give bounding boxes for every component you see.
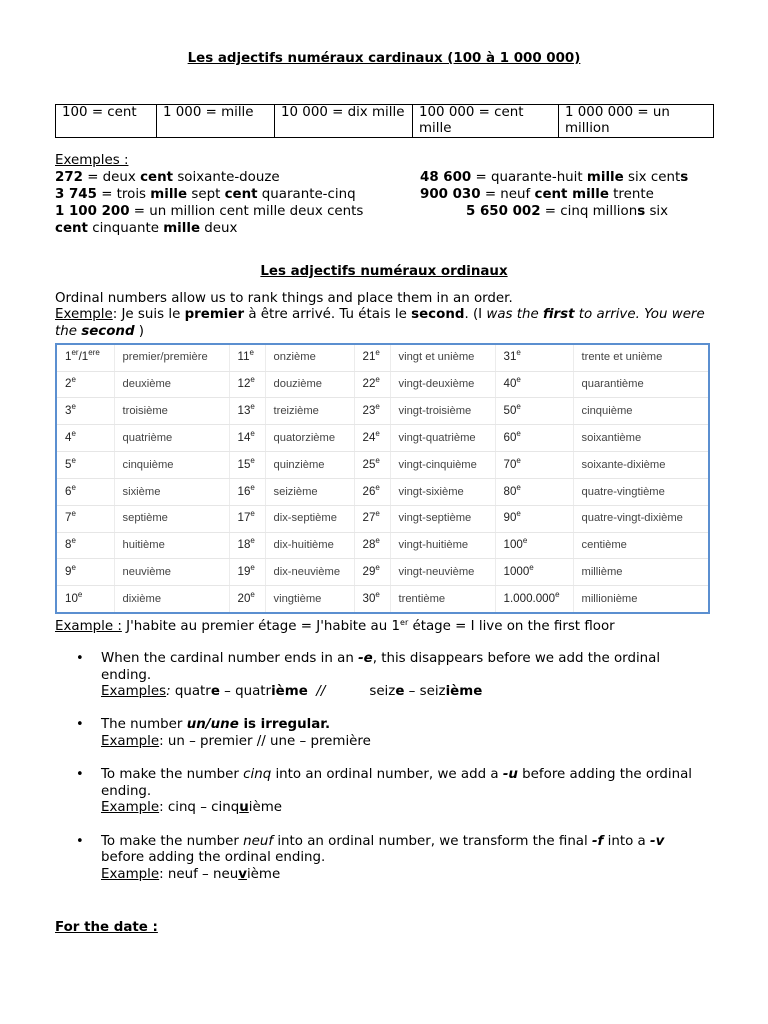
example-900030: 900 030 = neuf cent mille trente <box>420 187 654 202</box>
ordinal-number: 12e <box>229 371 265 398</box>
ordinal-number: 24e <box>354 425 390 452</box>
ordinal-word: septième <box>114 505 229 532</box>
ordinal-word: vingt-quatrième <box>390 425 495 452</box>
example-3745: 3 745 = trois mille sept cent quarante-cinq <box>55 187 356 202</box>
ordinal-number: 3e <box>57 398 114 425</box>
ordinal-row <box>57 398 708 425</box>
example-1100200: 1 100 200 = un million cent mille deux cents <box>55 204 364 219</box>
example-272: 272 = deux cent soixante-douze <box>55 170 280 185</box>
ordinal-word: millionième <box>581 592 638 605</box>
ordinal-number: 1000e <box>495 559 573 586</box>
ordinal-number: 23e <box>354 398 390 425</box>
ordinal-number: 5e <box>57 452 114 479</box>
ordinal-word: onzième <box>265 345 354 371</box>
ordinal-number: 9e <box>57 559 114 586</box>
bullet-icon: • <box>76 767 84 783</box>
ordinal-number: 100e <box>495 532 573 559</box>
ordinal-table-image <box>55 343 710 614</box>
cardinal-cell: 1 000 = mille <box>157 105 275 138</box>
ordinal-number: 14e <box>229 425 265 452</box>
ordinal-number: 90e <box>495 505 573 532</box>
bullet-icon: • <box>76 651 84 666</box>
ordinal-word: quatre-vingtième <box>573 478 708 505</box>
ordinal-word: dixième <box>114 586 229 612</box>
ordinal-number: 25e <box>354 452 390 479</box>
ordinal-word: treizième <box>265 398 354 425</box>
cardinal-title: Les adjectifs numéraux cardinaux (100 à 1 000 000) <box>187 51 581 66</box>
ordinal-number: 10e <box>57 586 114 612</box>
bullet-icon: • <box>76 717 84 733</box>
ordinal-word: sixième <box>114 478 229 505</box>
ordinal-row <box>57 532 708 559</box>
ordinal-row <box>57 505 708 532</box>
ordinal-number: 30e <box>354 586 390 612</box>
ordinal-word: dix-neuvième <box>265 559 354 586</box>
ordinal-number: 50e <box>495 398 573 425</box>
ordinal-number: 21e <box>354 345 390 371</box>
date-heading: For the date : <box>55 920 158 935</box>
example-48600: 48 600 = quarante-huit mille six cents <box>420 170 689 185</box>
cardinal-cell: 1 000 000 = un million <box>559 105 714 138</box>
bullet-icon: • <box>76 833 84 849</box>
ordinal-word: quarantième <box>573 371 708 398</box>
ordinal-number: 13e <box>229 398 265 425</box>
ordinal-number: 29e <box>354 559 390 586</box>
ordinal-number: 31e <box>495 345 573 371</box>
ordinal-word: vingt-huitième <box>390 532 495 559</box>
ordinal-number: 15e <box>229 452 265 479</box>
ordinal-intro: Ordinal numbers allow us to rank things and place them in an order. <box>55 291 513 306</box>
ordinal-word: quatorzième <box>265 425 354 452</box>
ordinal-number: 22e <box>354 371 390 398</box>
ordinal-number: 11e <box>229 345 265 371</box>
ordinal-word: huitième <box>114 532 229 559</box>
ordinal-table <box>57 345 708 612</box>
ordinal-word: neuvième <box>114 559 229 586</box>
ordinal-number: 4e <box>57 425 114 452</box>
ordinal-word: soixantième <box>573 425 708 452</box>
ordinal-word: vingt et unième <box>390 345 495 371</box>
cardinal-cell: 100 000 = cent mille <box>413 105 559 138</box>
ordinal-word: cinquième <box>114 452 229 479</box>
ordinal-word: vingt-sixième <box>390 478 495 505</box>
ordinal-word: premier/première <box>114 345 229 371</box>
ordinal-row <box>57 425 708 452</box>
ordinal-row <box>57 559 708 586</box>
ordinal-number: 18e <box>229 532 265 559</box>
ordinal-word: millième <box>573 559 708 586</box>
ordinal-word: troisième <box>114 398 229 425</box>
rule-item: • The number un/une is irregular. Example: un – premier // une – première <box>76 717 371 749</box>
ordinal-number: 80e <box>495 478 573 505</box>
ordinal-word: quatre-vingt-dixième <box>573 505 708 532</box>
ordinal-word: quatrième <box>114 425 229 452</box>
ordinal-word: trente et unième <box>573 345 708 371</box>
ordinal-example: Exemple: Je suis le premier à être arrivé. Tu étais le second. (I was the first to arrive. You were the second ) <box>55 307 705 339</box>
ordinal-number: 8e <box>57 532 114 559</box>
ordinal-word: dix-huitième <box>265 532 354 559</box>
ordinal-number: 17e <box>229 505 265 532</box>
ordinal-number: 2e <box>57 371 114 398</box>
rules-list <box>55 651 705 900</box>
cardinal-table <box>55 104 714 138</box>
examples-label: Exemples : <box>55 153 129 168</box>
ordinal-word: centième <box>573 532 708 559</box>
ordinal-number: 1er/1ere <box>57 345 114 371</box>
ordinal-word: trentième <box>390 586 495 612</box>
ordinal-number: 1.000.000e <box>495 586 573 612</box>
ordinal-row <box>57 371 708 398</box>
ordinal-number: 6e <box>57 478 114 505</box>
ordinal-word: vingtième <box>265 586 354 612</box>
ordinal-number: 16e <box>229 478 265 505</box>
ordinal-word: vingt-deuxième <box>390 371 495 398</box>
ordinal-word: vingt-septième <box>390 505 495 532</box>
ordinal-number: 26e <box>354 478 390 505</box>
ordinal-word: deuxième <box>114 371 229 398</box>
ordinal-row <box>57 345 708 371</box>
cardinal-cell: 100 = cent <box>56 105 157 138</box>
ordinal-number: 20e <box>229 586 265 612</box>
ordinal-number: 70e <box>495 452 573 479</box>
ordinal-number: 19e <box>229 559 265 586</box>
cardinal-cell: 10 000 = dix mille <box>275 105 413 138</box>
ordinal-word: vingt-troisième <box>390 398 495 425</box>
ordinal-number: 7e <box>57 505 114 532</box>
ordinal-number: 27e <box>354 505 390 532</box>
ordinal-word: cinquième <box>573 398 708 425</box>
ordinal-row <box>57 452 708 479</box>
ordinal-word: soixante-dixième <box>573 452 708 479</box>
ordinal-number: 60e <box>495 425 573 452</box>
rule-item: • To make the number neuf into an ordinal number, we transform the final -f into a -v before adding the ordinal ending. Example: neuf – neuvième <box>76 833 665 882</box>
ordinal-word: dix-septième <box>265 505 354 532</box>
ordinal-title: Les adjectifs numéraux ordinaux <box>260 264 508 279</box>
ordinal-word: douzième <box>265 371 354 398</box>
floor-example: Example : J'habite au premier étage = J'habite au 1er étage = I live on the first floor <box>55 618 615 634</box>
ordinal-word: quinzième <box>265 452 354 479</box>
rule-item: • To make the number cinq into an ordinal number, we add a -u before adding the ordinal ending. Example: cinq – cinquième <box>76 767 693 816</box>
ordinal-number: 40e <box>495 371 573 398</box>
ordinal-word: vingt-cinquième <box>390 452 495 479</box>
example-5650002: 5 650 002 = cinq millions six <box>466 204 669 219</box>
rule-item: • When the cardinal number ends in an -e, this disappears before we add the ordinal ending. Examples: quatre – quatrième // seize – seizième <box>76 651 661 700</box>
ordinal-word: seizième <box>265 478 354 505</box>
example-1100200-cont: cent cinquante mille deux <box>55 221 238 236</box>
ordinal-word: vingt-neuvième <box>390 559 495 586</box>
ordinal-row <box>57 586 708 612</box>
ordinal-number: 28e <box>354 532 390 559</box>
ordinal-row <box>57 478 708 505</box>
